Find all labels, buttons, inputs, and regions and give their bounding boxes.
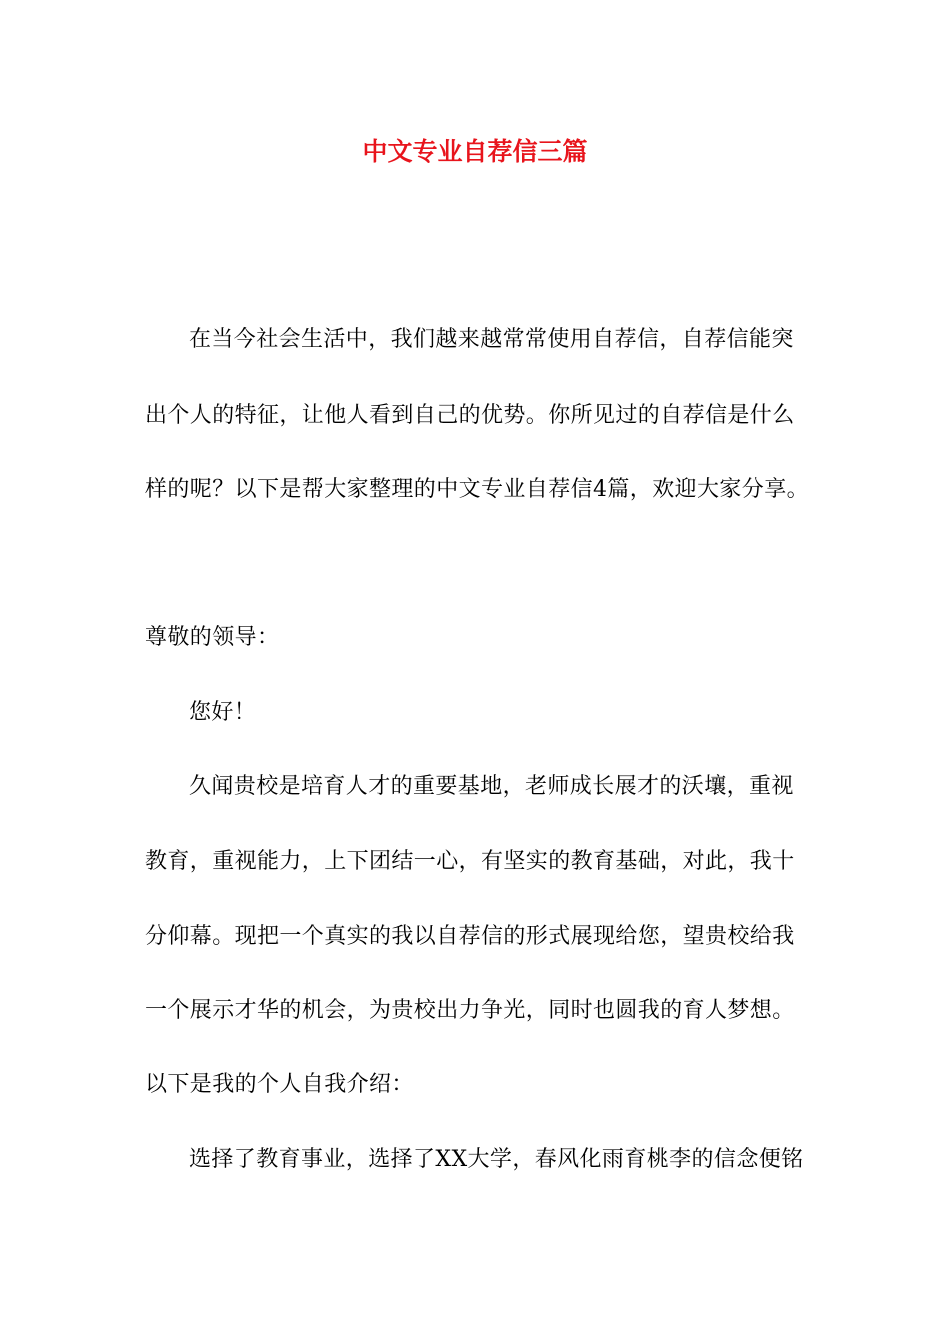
document-title: 中文专业自荐信三篇 [362, 137, 588, 166]
body-line-4: 一个展示才华的机会，为贵校出力争光，同时也圆我的育人梦想。 [145, 998, 795, 1023]
body-line-3: 分仰幕。现把一个真实的我以自荐信的形式展现给您，望贵校给我 [145, 924, 795, 949]
intro-line-3: 样的呢？以下是帮大家整理的中文专业自荐信4篇，欢迎大家分享。 [145, 477, 809, 502]
body-line-2: 教育，重视能力，上下团结一心，有坚实的教育基础，对此，我十 [145, 849, 795, 874]
intro-line-2: 出个人的特征，让他人看到自己的优势。你所见过的自荐信是什么 [145, 403, 795, 428]
greeting: 您好！ [189, 700, 257, 725]
salutation: 尊敬的领导： [145, 625, 280, 650]
body-line-5: 以下是我的个人自我介绍： [145, 1072, 414, 1097]
body-line-1: 久闻贵校是培育人才的重要基地，老师成长展才的沃壤，重视 [189, 774, 794, 799]
intro-line-1: 在当今社会生活中，我们越来越常常使用自荐信，自荐信能突 [189, 327, 794, 352]
body-line-6: 选择了教育事业，选择了XX大学，春风化雨育桃李的信念便铭 [189, 1147, 804, 1172]
